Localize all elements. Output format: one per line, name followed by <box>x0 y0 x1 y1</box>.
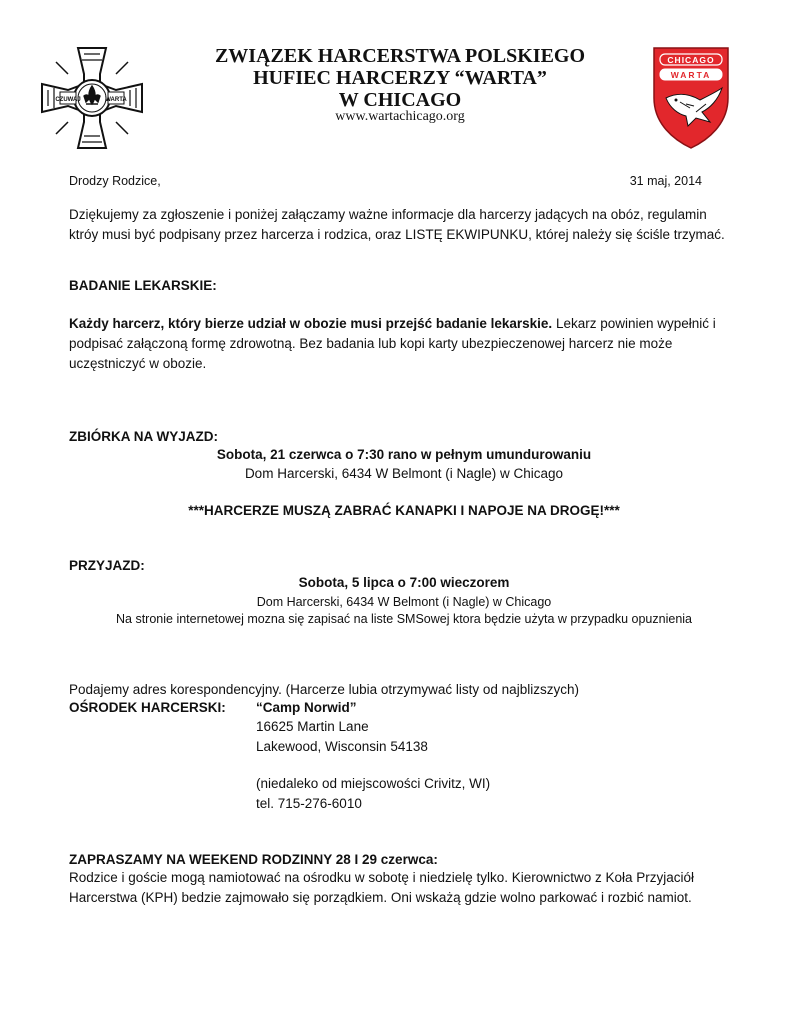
arrival-when: Sobota, 5 lipca o 7:00 wieczorem <box>298 575 510 590</box>
org-title-line1: ZWIĄZEK HARCERSTWA POLSKIEGO <box>214 45 586 67</box>
medical-bold-text: Każdy harcerz, który bierze udział w obozie musi przejść badanie lekarskie. <box>69 316 553 331</box>
arrival-heading: PRZYJAZD: <box>69 558 145 573</box>
camp-city: Lakewood, Wisconsin 54138 <box>256 739 428 754</box>
left-logo-text-2: WARTA <box>105 97 127 103</box>
departure-where: Dom Harcerski, 6434 W Belmont (i Nagle) w Chicago <box>244 466 564 481</box>
left-logo-text-1: CZUWAJ <box>55 97 81 103</box>
weekend-heading: ZAPRASZAMY NA WEEKEND RODZINNY 28 I 29 czerwca: <box>69 852 438 867</box>
camp-phone: tel. 715-276-6010 <box>256 796 362 811</box>
right-logo-text-1: CHICAGO <box>667 55 715 65</box>
weekend-paragraph: Rodzice i goście mogą namiotować na ośrodku w sobotę i niedzielę tylko. Kierownictwo z Koła Przyjaciół Harcerstwa (KPH) bedzie zajmowało się porządkiem. Oni wskażą gdzie wolno parkować i rozbić namiot. <box>69 870 695 905</box>
camp-street: 16625 Martin Lane <box>256 719 369 734</box>
letter-date: 31 maj, 2014 <box>629 174 702 188</box>
org-title-line3: W CHICAGO <box>338 89 462 111</box>
greeting: Drodzy Rodzice, <box>69 174 161 188</box>
right-logo-text-2: WARTA <box>670 70 712 80</box>
medical-heading: BADANIE LEKARSKIE: <box>69 278 217 293</box>
arrival-note: Na stronie internetowej mozna się zapisać na liste SMSowej ktora będzie użyta w przypadku opuznienia <box>116 612 692 626</box>
arrival-where: Dom Harcerski, 6434 W Belmont (i Nagle) w Chicago <box>256 595 552 609</box>
org-title-line2: HUFIEC HARCERZY “WARTA” <box>253 67 547 89</box>
camp-nearby: (niedaleko od miejscowości Crivitz, WI) <box>256 776 491 791</box>
website-url[interactable]: www.wartachicago.org <box>335 109 465 124</box>
camp-label: OŚRODEK HARCERSKI: <box>69 700 226 715</box>
camp-name: “Camp Norwid” <box>256 700 357 715</box>
address-intro: Podajemy adres korespondencyjny. (Harcerze lubia otrzymywać listy od najblizszych) <box>69 682 579 697</box>
departure-when: Sobota, 21 czerwca o 7:30 rano w pełnym umundurowaniu <box>216 447 592 462</box>
intro-paragraph: Dziękujemy za zgłoszenie i poniżej załączamy ważne informacje dla harcerzy jadących na obóz, regulamin ktróy musi być podpisany przez harcerza i rodzica, oraz LISTĘ EKWIPUNKU, której należy się ściśle trzymać. <box>69 207 725 242</box>
departure-heading: ZBIÓRKA NA WYJAZD: <box>69 429 218 444</box>
medical-paragraph <box>69 314 739 374</box>
medical-text: Lekarz powinien wypełnić i podpisać załączoną formę zdrowotną. Bez badania lub kopi karty ubezpieczenowej harcerz nie może uczęstniczyć w obozie. <box>69 316 716 371</box>
warta-shield-logo <box>650 42 732 150</box>
departure-note: ***HARCERZE MUSZĄ ZABRAĆ KANAPKI I NAPOJE NA DROGĘ!*** <box>188 503 620 518</box>
scout-cross-logo <box>38 44 146 152</box>
